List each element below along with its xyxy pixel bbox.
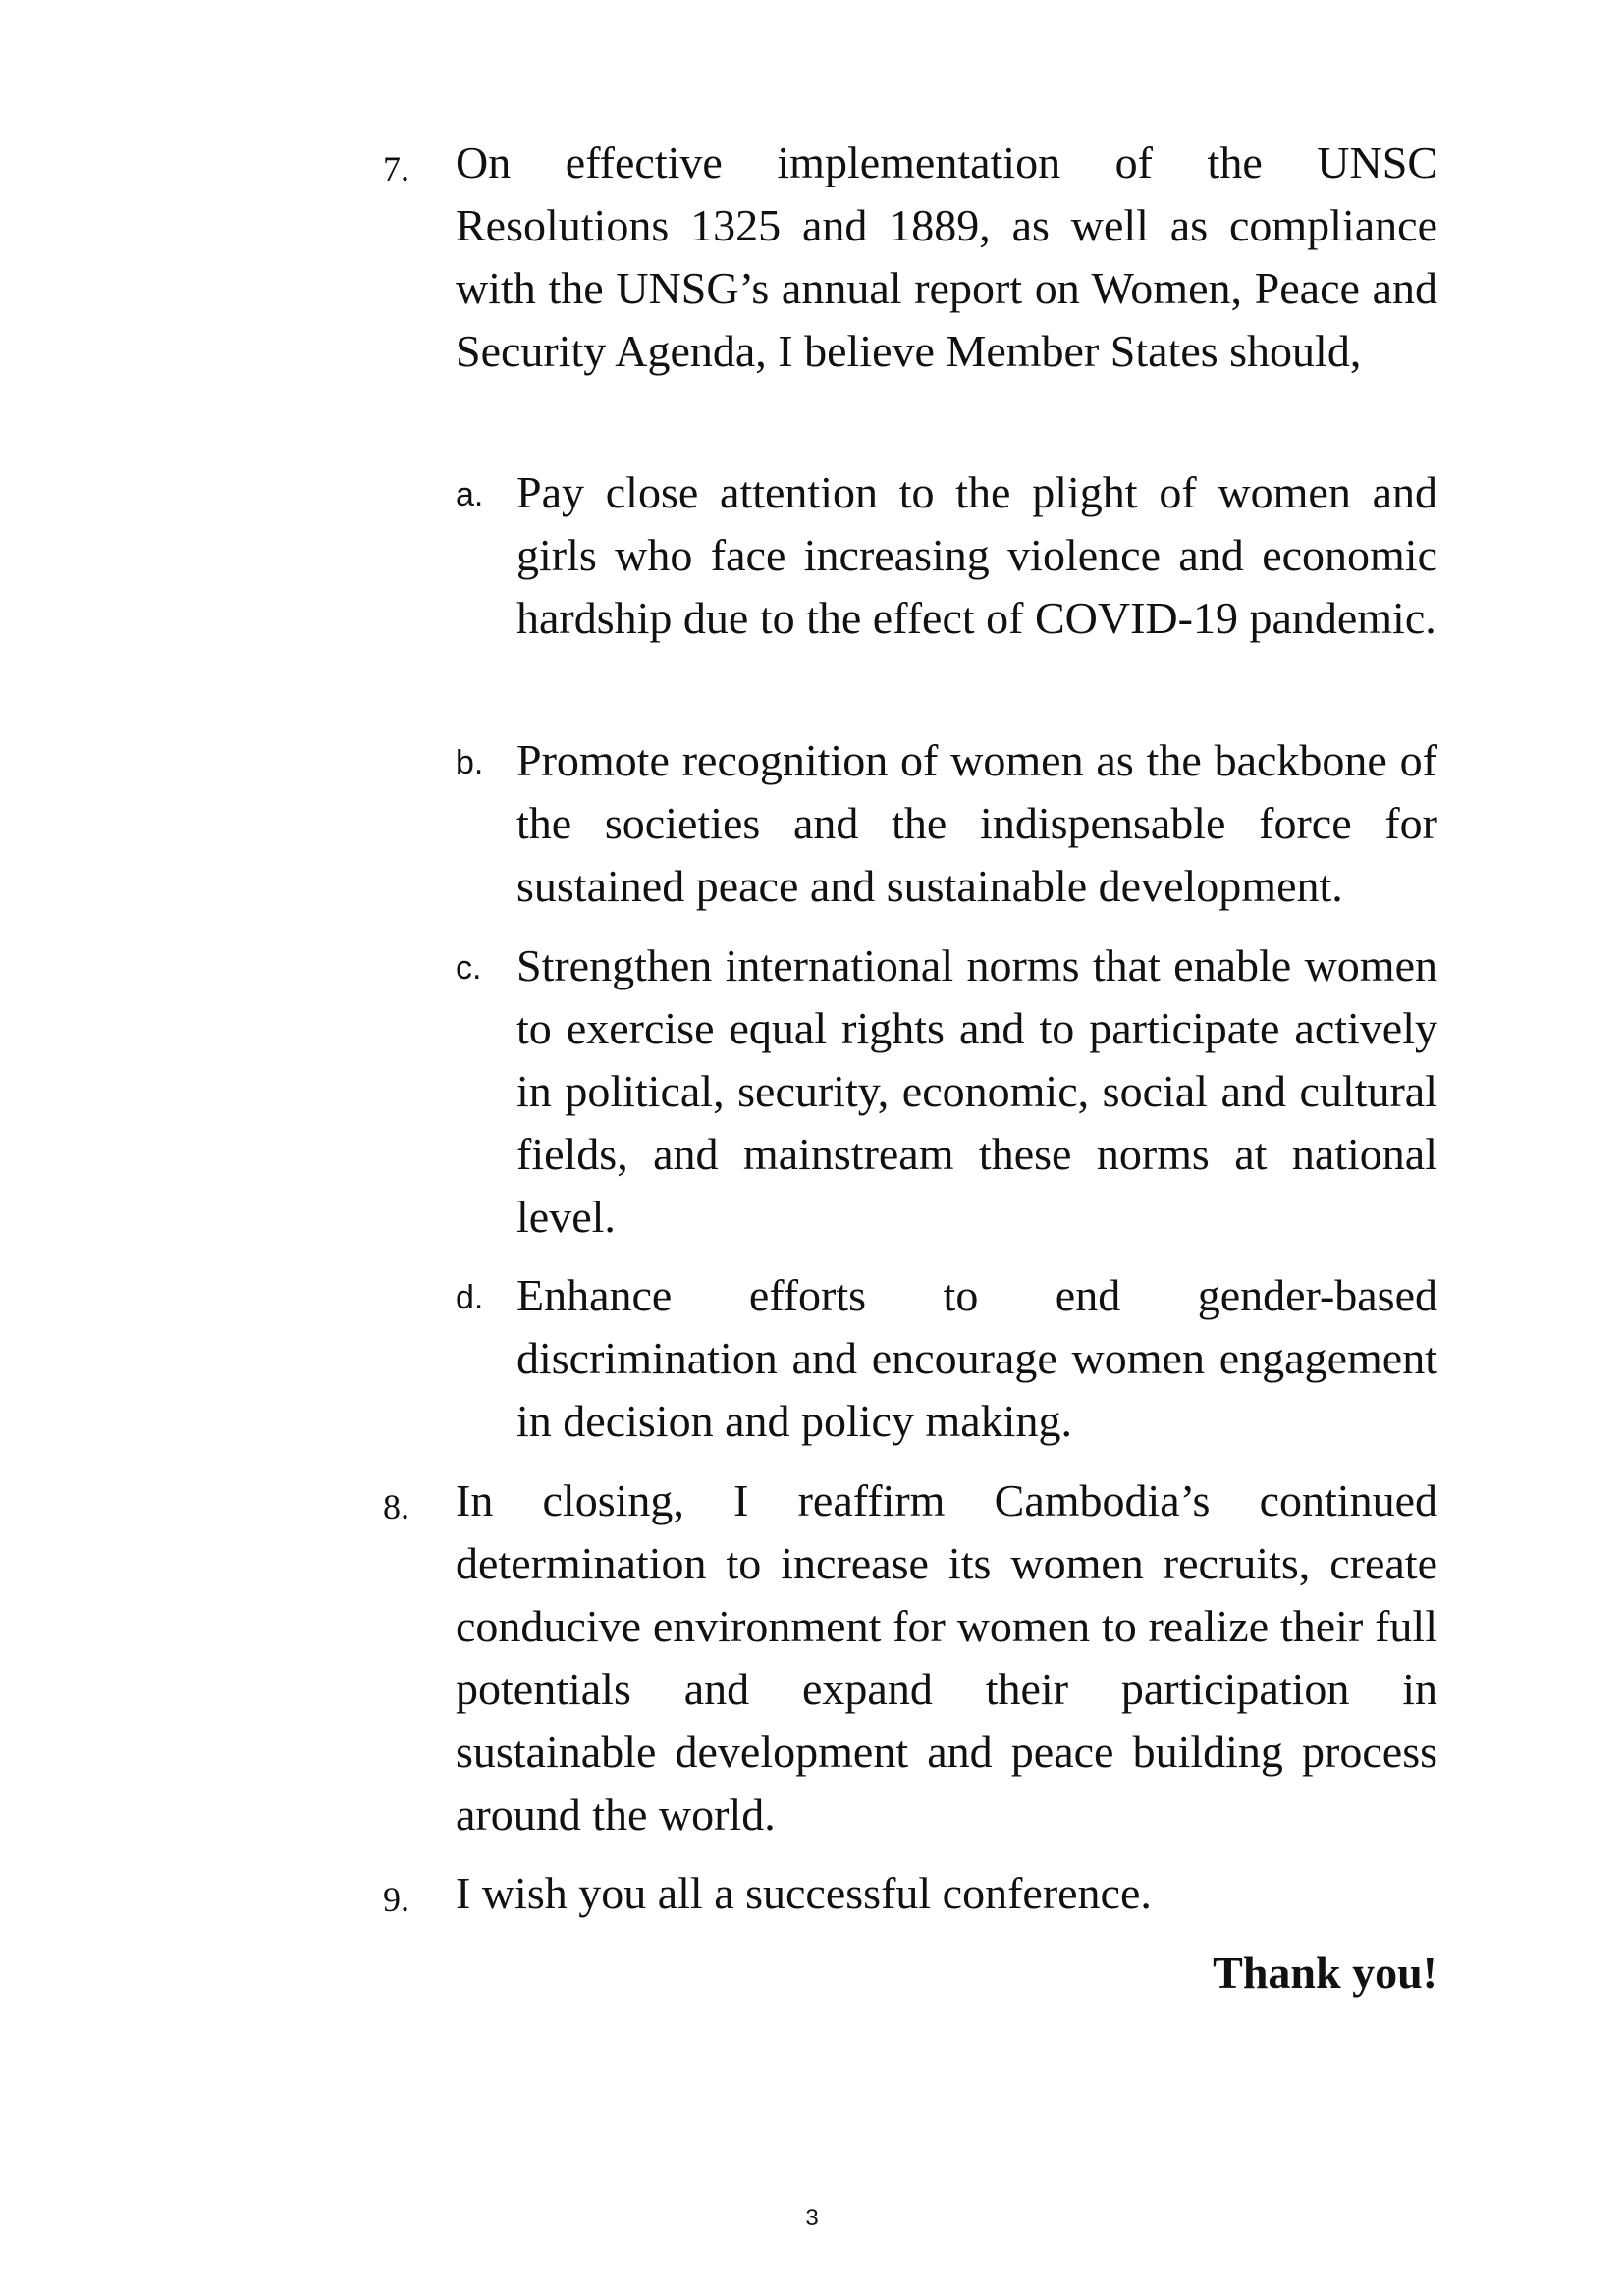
paragraph-number: 7. [383,149,409,188]
sub-item-letter: b. [456,744,484,781]
paragraph-9 [383,1862,1437,1925]
paragraph-text: In closing, I reaffirm Cambodia’s continued determination to increase its women recruits, create conducive environment for women to realize their full potentials and expand their participation in sustainable development and peace building process around the world. [456,1475,1437,1840]
closing-thanks: Thank you! [1213,1948,1437,1998]
paragraph-number: 9. [383,1880,409,1919]
sub-item-text: Promote recognition of women as the backbone of the societies and the indispensable force for sustained peace and sustainable development. [516,735,1437,911]
paragraph-text: I wish you all a successful conference. [456,1868,1152,1918]
page-number: 3 [805,2205,819,2231]
paragraph-8 [383,1469,1437,1846]
sub-item-b [456,729,1437,918]
sub-item-d [456,1264,1437,1453]
sub-item-text: Pay close attention to the plight of women and girls who face increasing violence and economic hardship due to the effect of COVID-19 pandemic. [516,467,1437,643]
sub-item-text: Strengthen international norms that enable women to exercise equal rights and to participate actively in political, security, economic, social and cultural fields, and mainstream these norms at national level. [516,940,1437,1242]
paragraph-text: On effective implementation of the UNSC Resolutions 1325 and 1889, as well as compliance with the UNSG’s annual report on Women, Peace and Security Agenda, I believe Member States should, [456,137,1437,376]
sub-item-c [456,934,1437,1249]
sub-item-text: Enhance efforts to end gender-based discrimination and encourage women engagement in decision and policy making. [516,1270,1437,1446]
sub-item-letter: c. [456,949,482,987]
sub-item-letter: d. [456,1279,484,1316]
sub-item-letter: a. [456,476,484,513]
paragraph-7 [383,132,1437,383]
paragraph-number: 8. [383,1487,409,1526]
sub-item-a [456,461,1437,650]
